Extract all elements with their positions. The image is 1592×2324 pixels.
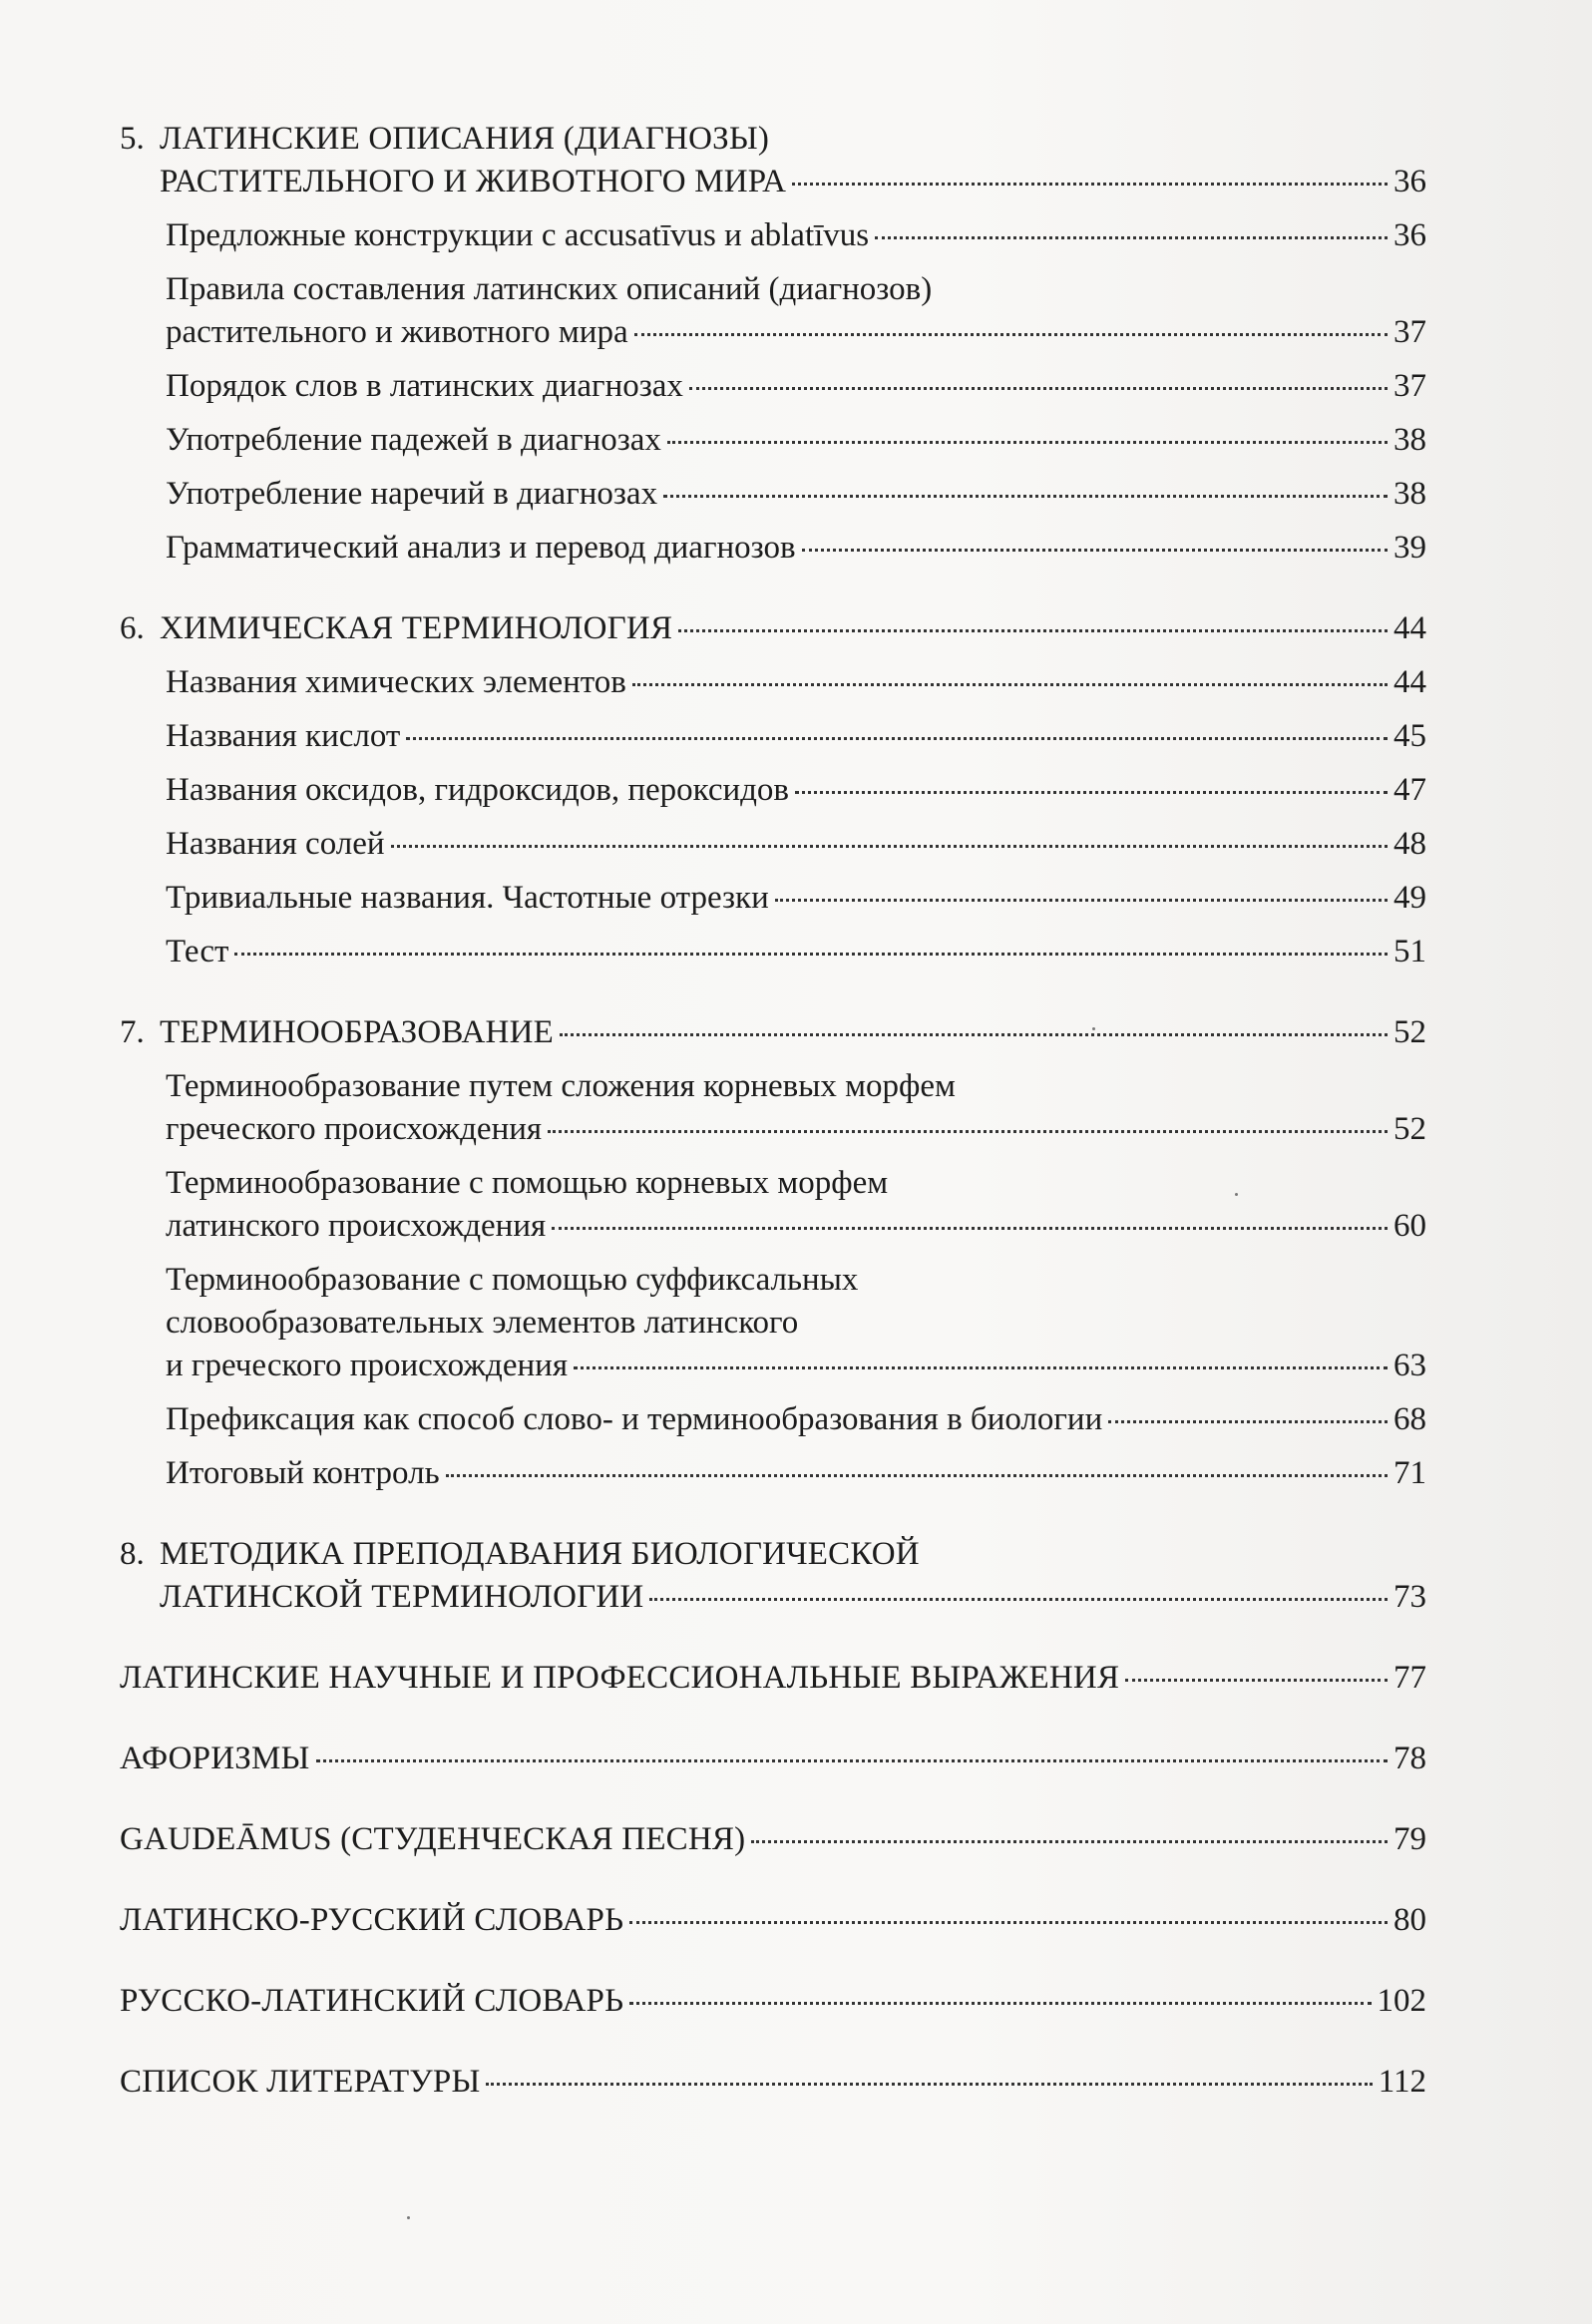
dot-leader xyxy=(234,952,1388,956)
toc-entry[interactable] xyxy=(120,1065,1426,1151)
dot-leader xyxy=(629,1920,1388,1924)
dot-leader xyxy=(663,494,1388,498)
entry-line xyxy=(166,473,1426,516)
toc-entry[interactable] xyxy=(120,1452,1426,1495)
dot-leader xyxy=(629,2001,1371,2005)
dot-leader xyxy=(875,235,1388,239)
page-number: 68 xyxy=(1393,1401,1426,1437)
page-number: 37 xyxy=(1393,368,1426,404)
toc-entry[interactable] xyxy=(120,419,1426,462)
entry-title: Названия солей xyxy=(166,826,385,862)
dot-leader xyxy=(552,1226,1388,1230)
entry-title: греческого происхождения xyxy=(166,1111,543,1147)
section-number: 5. xyxy=(120,121,145,157)
paper-speck xyxy=(1092,1027,1095,1030)
entry-line xyxy=(166,715,1426,758)
entry-line xyxy=(166,527,1426,570)
toc-entry[interactable] xyxy=(120,877,1426,920)
toc-section xyxy=(120,1980,1426,2023)
page-number: 47 xyxy=(1393,772,1426,808)
toc-entry[interactable] xyxy=(120,473,1426,516)
entry-line xyxy=(166,661,1426,704)
paper-speck xyxy=(407,2216,410,2219)
appendix-title: ЛАТИНСКО-РУССКИЙ СЛОВАРЬ xyxy=(120,1902,624,1938)
toc-entry[interactable] xyxy=(120,931,1426,973)
page-number: 48 xyxy=(1393,826,1426,862)
page-number: 78 xyxy=(1393,1741,1426,1776)
section-heading-cont[interactable] xyxy=(120,161,1426,203)
section-title: РАСТИТЕЛЬНОГО И ЖИВОТНОГО МИРА xyxy=(160,164,787,199)
entry-title: Названия оксидов, гидроксидов, пероксидов xyxy=(166,772,790,808)
dot-leader xyxy=(802,548,1388,552)
page-number: 39 xyxy=(1393,530,1426,566)
dot-leader xyxy=(486,2082,1372,2086)
page-number: 38 xyxy=(1393,422,1426,458)
toc-entry[interactable] xyxy=(120,715,1426,758)
page-number: 37 xyxy=(1393,314,1426,350)
toc-entry[interactable] xyxy=(120,661,1426,704)
section-heading[interactable] xyxy=(120,1533,1426,1576)
entry-title: растительного и животного мира xyxy=(166,314,628,350)
entry-title: Порядок слов в латинских диагнозах xyxy=(166,368,683,404)
dot-leader xyxy=(1125,1678,1388,1682)
section-title: ЛАТИНСКИЕ ОПИСАНИЯ (ДИАГНОЗЫ) xyxy=(160,121,770,157)
entry-line xyxy=(166,931,1426,973)
page-number: 77 xyxy=(1393,1660,1426,1696)
toc-section xyxy=(120,1818,1426,1861)
entry-title: Правила составления латинских описаний (диагнозов) xyxy=(166,271,933,307)
toc-entry[interactable] xyxy=(120,1162,1426,1248)
page-number: 102 xyxy=(1377,1983,1426,2019)
appendix-entry[interactable] xyxy=(120,1657,1426,1700)
dot-leader xyxy=(406,736,1388,740)
section-heading[interactable] xyxy=(120,607,1426,650)
page-number: 80 xyxy=(1393,1902,1426,1938)
entry-line xyxy=(166,1205,1426,1248)
dot-leader xyxy=(446,1473,1388,1477)
page-number: 60 xyxy=(1393,1208,1426,1244)
entry-line xyxy=(166,419,1426,462)
dot-leader xyxy=(795,790,1388,794)
section-title: МЕТОДИКА ПРЕПОДАВАНИЯ БИОЛОГИЧЕСКОЙ xyxy=(160,1536,920,1572)
page-number: 36 xyxy=(1393,164,1426,199)
entry-line xyxy=(166,1345,1426,1387)
dot-leader xyxy=(316,1758,1389,1762)
entry-title: Терминообразование с помощью суффиксальных xyxy=(166,1262,859,1298)
appendix-title: АФОРИЗМЫ xyxy=(120,1741,310,1776)
dot-leader xyxy=(678,628,1388,632)
appendix-title: GAUDEĀMUS (СТУДЕНЧЕСКАЯ ПЕСНЯ) xyxy=(120,1821,746,1857)
appendix-title: ЛАТИНСКИЕ НАУЧНЫЕ И ПРОФЕССИОНАЛЬНЫЕ ВЫРАЖЕНИЯ xyxy=(120,1660,1120,1696)
section-heading[interactable] xyxy=(120,1011,1426,1054)
dot-leader xyxy=(560,1032,1388,1036)
appendix-entry[interactable] xyxy=(120,1738,1426,1780)
dot-leader xyxy=(1108,1419,1388,1423)
toc-section xyxy=(120,118,1426,570)
toc-section xyxy=(120,1738,1426,1780)
entry-line xyxy=(166,214,1426,257)
table-of-contents xyxy=(120,118,1426,2141)
toc-entry[interactable] xyxy=(120,823,1426,866)
toc-entry[interactable] xyxy=(120,769,1426,812)
toc-section xyxy=(120,1899,1426,1942)
entry-title: Итоговый контроль xyxy=(166,1455,440,1491)
entry-title: Названия химических элементов xyxy=(166,664,626,700)
appendix-entry[interactable] xyxy=(120,1980,1426,2023)
page-number: 52 xyxy=(1393,1014,1426,1050)
entry-title: Употребление наречий в диагнозах xyxy=(166,476,658,512)
dot-leader xyxy=(775,898,1388,902)
entry-title: словообразовательных элементов латинского xyxy=(166,1305,799,1341)
toc-section xyxy=(120,1657,1426,1700)
page-number: 52 xyxy=(1393,1111,1426,1147)
page-number: 45 xyxy=(1393,718,1426,754)
section-number: 6. xyxy=(120,610,145,646)
section-heading-cont[interactable] xyxy=(120,1576,1426,1619)
toc-entry[interactable] xyxy=(120,268,1426,354)
entry-title: Терминообразование с помощью корневых морфем xyxy=(166,1165,889,1201)
toc-section xyxy=(120,2061,1426,2104)
entry-line xyxy=(166,1108,1426,1151)
section-title: ХИМИЧЕСКАЯ ТЕРМИНОЛОГИЯ xyxy=(160,610,673,646)
toc-entry[interactable] xyxy=(120,527,1426,570)
toc-entry[interactable] xyxy=(120,214,1426,257)
entry-title: Предложные конструкции с accusatīvus и ablatīvus xyxy=(166,217,870,253)
page-number: 79 xyxy=(1393,1821,1426,1857)
appendix-title: СПИСОК ЛИТЕРАТУРЫ xyxy=(120,2064,481,2100)
dot-leader xyxy=(751,1839,1388,1843)
entry-title: и греческого происхождения xyxy=(166,1348,568,1383)
section-number: 7. xyxy=(120,1014,145,1050)
entry-title: Тривиальные названия. Частотные отрезки xyxy=(166,880,769,916)
dot-leader xyxy=(574,1365,1388,1369)
page-number: 44 xyxy=(1393,610,1426,646)
entry-line xyxy=(166,877,1426,920)
page-number: 44 xyxy=(1393,664,1426,700)
entry-line xyxy=(166,311,1426,354)
page-number: 51 xyxy=(1393,934,1426,969)
entry-title: Тест xyxy=(166,934,229,969)
dot-leader xyxy=(632,682,1388,686)
toc-section xyxy=(120,1533,1426,1619)
entry-line xyxy=(166,769,1426,812)
dot-leader xyxy=(667,440,1388,444)
dot-leader xyxy=(649,1597,1388,1601)
entry-title: латинского происхождения xyxy=(166,1208,547,1244)
entry-line xyxy=(166,365,1426,408)
entry-title: Употребление падежей в диагнозах xyxy=(166,422,661,458)
page-number: 63 xyxy=(1393,1348,1426,1383)
paper-speck xyxy=(1235,1193,1238,1196)
entry-title: Названия кислот xyxy=(166,718,401,754)
dot-leader xyxy=(634,332,1388,336)
section-number: 8. xyxy=(120,1536,145,1572)
toc-section xyxy=(120,1011,1426,1495)
dot-leader xyxy=(391,844,1388,848)
page-number: 49 xyxy=(1393,880,1426,916)
toc-section xyxy=(120,607,1426,973)
entry-title: Терминообразование путем сложения корневых морфем xyxy=(166,1068,956,1104)
page-number: 38 xyxy=(1393,476,1426,512)
section-title: ТЕРМИНООБРАЗОВАНИЕ xyxy=(160,1014,554,1050)
appendix-entry[interactable] xyxy=(120,2061,1426,2104)
page-number: 112 xyxy=(1378,2064,1426,2100)
appendix-entry[interactable] xyxy=(120,1899,1426,1942)
entry-line xyxy=(166,1452,1426,1495)
page-number: 73 xyxy=(1393,1579,1426,1615)
section-title: ЛАТИНСКОЙ ТЕРМИНОЛОГИИ xyxy=(160,1579,644,1615)
appendix-entry[interactable] xyxy=(120,1818,1426,1861)
entry-title: Префиксация как способ слово- и терминообразования в биологии xyxy=(166,1401,1103,1437)
page-number: 71 xyxy=(1393,1455,1426,1491)
toc-entry[interactable] xyxy=(120,365,1426,408)
entry-title: Грамматический анализ и перевод диагнозов xyxy=(166,530,796,566)
dot-leader xyxy=(689,386,1388,390)
dot-leader xyxy=(792,182,1388,186)
toc-entry[interactable] xyxy=(120,1398,1426,1441)
appendix-title: РУССКО-ЛАТИНСКИЙ СЛОВАРЬ xyxy=(120,1983,624,2019)
toc-entry[interactable] xyxy=(120,1259,1426,1387)
dot-leader xyxy=(548,1129,1388,1133)
section-heading[interactable] xyxy=(120,118,1426,161)
entry-line xyxy=(166,1398,1426,1441)
entry-line xyxy=(166,823,1426,866)
page-number: 36 xyxy=(1393,217,1426,253)
